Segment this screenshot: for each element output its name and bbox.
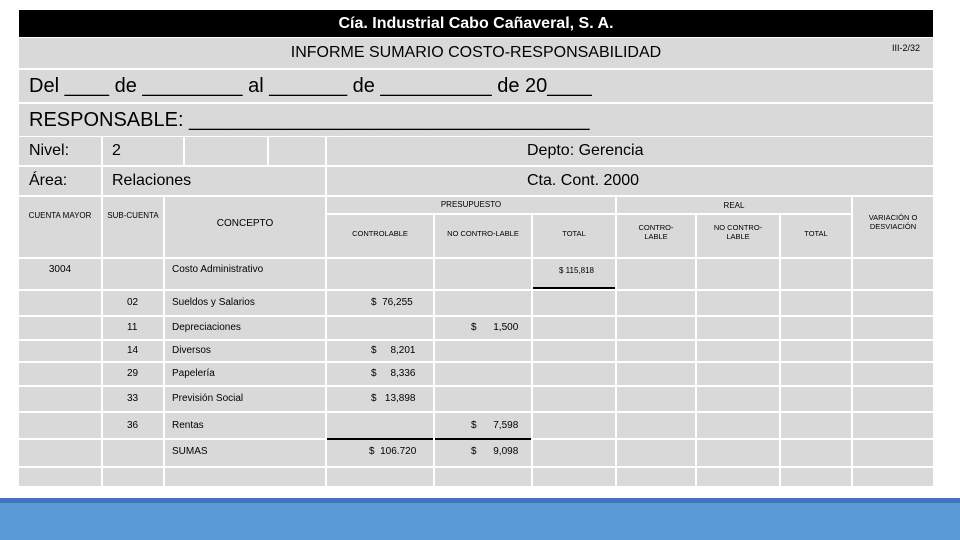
row-no-controlable: [435, 341, 531, 361]
row-empty-cell: [533, 363, 615, 385]
col-presupuesto: PRESUPUESTO: [327, 197, 615, 213]
row-concepto: Sueldos y Salarios: [165, 291, 325, 315]
row-empty-cell: [19, 291, 101, 315]
row-empty-cell: [697, 317, 779, 339]
row-empty-cell: [853, 363, 933, 385]
row-sub: 36: [103, 413, 163, 438]
row-controlable: $ 8,336: [327, 363, 433, 385]
row-empty-cell: [781, 413, 851, 438]
row-empty-cell: [19, 317, 101, 339]
report-title-bar: [19, 38, 933, 68]
row-empty-cell: [853, 341, 933, 361]
col-controlable: CONTROLABLE: [327, 215, 433, 257]
row-sub: 02: [103, 291, 163, 315]
row-empty-cell: [533, 413, 615, 438]
row-no-controlable: [435, 387, 531, 411]
row-empty-cell: [617, 317, 695, 339]
col-variacion: VARIACIÓN O DESVIACIÓN: [853, 197, 933, 257]
sumas-label: SUMAS: [165, 440, 325, 466]
row-empty-cell: [617, 291, 695, 315]
row-empty-cell: [533, 387, 615, 411]
nivel-label: Nivel:: [19, 137, 101, 165]
row-no-controlable: [435, 363, 531, 385]
row-empty-cell: [853, 413, 933, 438]
row-controlable: $ 13,898: [327, 387, 433, 411]
row-no-controlable: $ 7,598: [435, 413, 531, 438]
row-empty-cell: [533, 291, 615, 315]
company-name: Cía. Industrial Cabo Cañaveral, S. A.: [338, 15, 614, 32]
col-real-total: TOTAL: [781, 215, 851, 257]
footer-bar: [0, 498, 960, 540]
row-empty-cell: [697, 413, 779, 438]
row-empty-cell: [853, 387, 933, 411]
row-empty-cell: [697, 291, 779, 315]
row-empty-cell: [617, 387, 695, 411]
document-code: III-2/32: [891, 43, 920, 53]
row-empty-cell: [19, 413, 101, 438]
sumas-controlable: $ 106.720: [327, 440, 433, 466]
col-concepto: CONCEPTO: [165, 197, 325, 257]
date-line-text: Del ____ de _________ al _______ de __________ de 20____: [29, 75, 592, 97]
responsible-line-text: RESPONSABLE: ____________________________________: [29, 109, 590, 131]
sumas-ctrl-line: [327, 438, 433, 440]
sumas-noctrl-line: [435, 438, 531, 440]
main-total: $ 115,818: [533, 259, 615, 289]
row-no-controlable: [435, 291, 531, 315]
date-line: [19, 70, 933, 102]
total-underline: [533, 287, 615, 289]
area-label: Área:: [19, 167, 101, 195]
row-empty-cell: [19, 363, 101, 385]
row-empty-cell: [19, 341, 101, 361]
row-empty-cell: [781, 341, 851, 361]
row-sub: 14: [103, 341, 163, 361]
row-controlable: $ 8,201: [327, 341, 433, 361]
row-empty-cell: [781, 317, 851, 339]
row-concepto: Previsión Social: [165, 387, 325, 411]
footer-accent: [0, 498, 960, 503]
row-empty-cell: [781, 363, 851, 385]
row-concepto: Rentas: [165, 413, 325, 438]
col-real: REAL: [617, 197, 851, 213]
row-empty-cell: [853, 317, 933, 339]
responsible-line: [19, 104, 933, 136]
nivel-value: 2: [103, 137, 183, 165]
company-title-bar: [19, 10, 933, 37]
col-real-controlable: CONTRO-LABLE: [617, 215, 695, 257]
row-empty-cell: [781, 387, 851, 411]
main-cuenta: 3004: [19, 259, 101, 289]
row-concepto: Depreciaciones: [165, 317, 325, 339]
main-concepto: Costo Administrativo: [165, 259, 325, 289]
row-controlable: [327, 317, 433, 339]
row-empty-cell: [697, 363, 779, 385]
area-value: Relaciones: [103, 167, 325, 195]
row-empty-cell: [697, 341, 779, 361]
row-concepto: Papelería: [165, 363, 325, 385]
row-empty-cell: [533, 317, 615, 339]
col-cuenta-mayor: CUENTA MAYOR: [19, 197, 101, 257]
row-empty-cell: [617, 413, 695, 438]
row-sub: 33: [103, 387, 163, 411]
row-empty-cell: [533, 341, 615, 361]
col-real-no-controlable: NO CONTRO-LABLE: [697, 215, 779, 257]
row-no-controlable: $ 1,500: [435, 317, 531, 339]
row-empty-cell: [697, 387, 779, 411]
row-empty-cell: [617, 341, 695, 361]
col-no-controlable: NO CONTRO-LABLE: [435, 215, 531, 257]
row-empty-cell: [617, 363, 695, 385]
row-empty-cell: [853, 291, 933, 315]
sumas-no-controlable: $ 9,098: [435, 440, 531, 466]
depto: Depto: Gerencia: [327, 137, 933, 165]
cta-cont: Cta. Cont. 2000: [327, 167, 933, 195]
row-sub: 11: [103, 317, 163, 339]
row-empty-cell: [781, 291, 851, 315]
row-concepto: Diversos: [165, 341, 325, 361]
report-title: INFORME SUMARIO COSTO-RESPONSABILIDAD: [290, 44, 662, 61]
col-sub-cuenta: SUB-CUENTA: [103, 197, 163, 257]
row-sub: 29: [103, 363, 163, 385]
row-controlable: [327, 413, 433, 438]
row-controlable: $ 76,255: [327, 291, 433, 315]
row-empty-cell: [19, 387, 101, 411]
col-total: TOTAL: [533, 215, 615, 257]
